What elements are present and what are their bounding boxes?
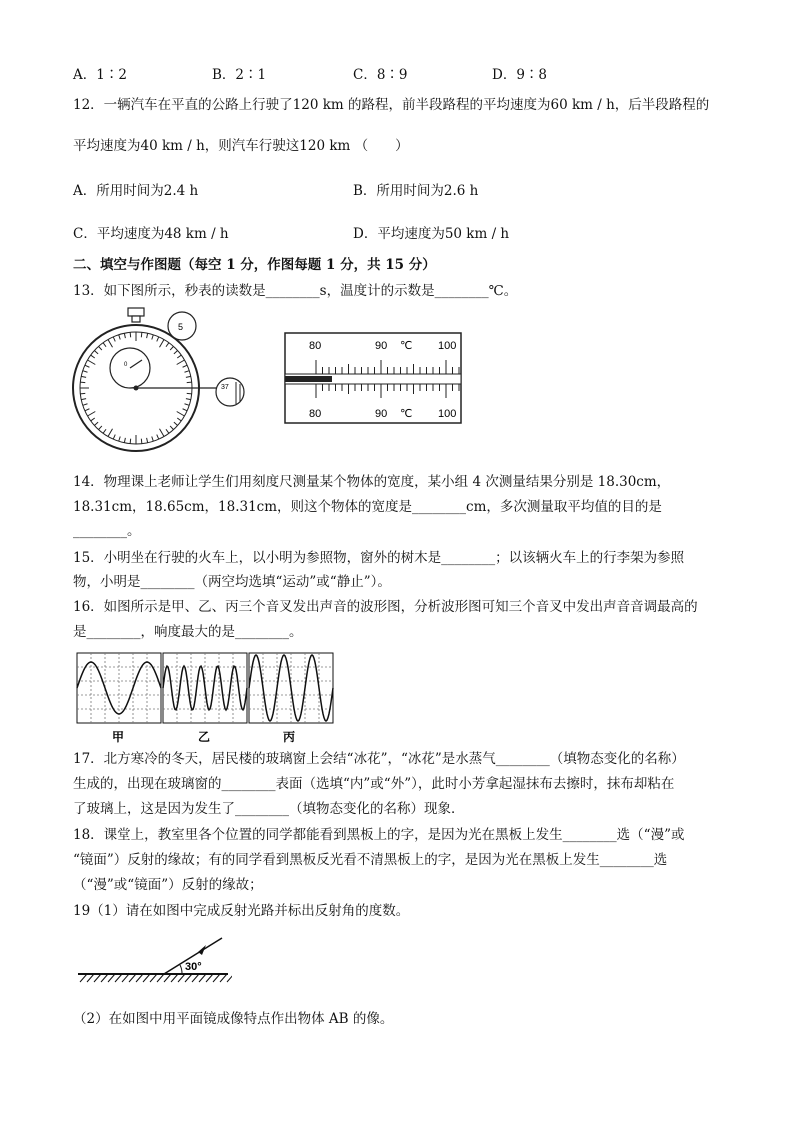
crown <box>128 308 144 316</box>
q11-option-d: D．9∶8 <box>492 67 548 83</box>
label-bing: 丙 <box>283 730 296 743</box>
q14-stem-line1: 14．物理课上老师让学生们用刻度尺测量某个物体的宽度，某小组 4 次测量结果分别是 18.30cm， <box>73 474 671 490</box>
top-label-90: 90 <box>375 340 388 352</box>
bottom-label-100: 100 <box>438 408 457 420</box>
q12-stem-line1: 12．一辆汽车在平直的公路上行驶了120 km 的路程，前半段路程的平均速度为60 km / h，后半段路程的 <box>73 97 710 113</box>
q19-part2: （2）在如图中用平面镜成像特点作出物体 AB 的像。 <box>73 1011 394 1027</box>
angle-label: 30° <box>185 961 202 973</box>
ray-arrowhead <box>198 945 206 955</box>
q11-option-c: C．8∶9 <box>353 67 408 83</box>
q17-stem-line3: 了玻璃上，这是因为发生了________（填物态变化的名称）现象． <box>73 801 465 817</box>
inner-dial-number: 0 <box>124 362 128 368</box>
q17-stem-line2: 生成的，出现在玻璃窗的________表面（选填“内”或“外”），此时小芳拿起湿抹布去擦时，抹布却粘在 <box>73 776 675 792</box>
bottom-label-90: 90 <box>375 408 388 420</box>
q12-option-c: C．平均速度为48 km / h <box>73 226 229 242</box>
q15-stem-line1: 15．小明坐在行驶的火车上，以小明为参照物，窗外的树木是________；以该辆火车上的行李架为参照 <box>73 550 685 566</box>
q11-option-a: A．1∶2 <box>73 67 127 83</box>
q13-stem: 13．如下图所示，秒表的读数是________s，温度计的示数是________℃。 <box>73 283 518 299</box>
q17-stem-line1: 17．北方寒冷的冬天，居民楼的玻璃窗上会结“冰花”，“冰花”是水蒸气________（填物态变化的名称） <box>73 751 685 767</box>
q18-stem-line2: “镜面”）反射的缘故；有的同学看到黑板反光看不清黑板上的字，是因为光在黑板上发生________选 <box>73 852 668 868</box>
label-yi: 乙 <box>198 730 211 743</box>
section-title: 二、填空与作图题（每空 1 分，作图每题 1 分，共 15 分） <box>73 257 436 273</box>
q18-stem-line3: （“漫”或“镜面”）反射的缘故； <box>73 877 263 893</box>
q16-stem-line2: 是________，响度最大的是________。 <box>73 624 303 640</box>
top-unit: ℃ <box>400 340 413 352</box>
thermometer-figure <box>284 332 462 424</box>
q12-option-d: D．平均速度为50 km / h <box>353 226 510 242</box>
q16-stem-line1: 16．如图所示是甲、乙、丙三个音叉发出声音的波形图，分析波形图可知三个音叉中发出声音音调最高的 <box>73 599 698 615</box>
q12-stem-line2: 平均速度为40 km / h，则汽车行驶这120 km （ ） <box>73 138 409 154</box>
stopwatch-figure <box>70 306 250 454</box>
magnified-dial-label: 5 <box>178 322 184 332</box>
q14-stem-line3: ________。 <box>73 523 141 539</box>
q14-stem-line2: 18.31cm，18.65cm，18.31cm，则这个物体的宽度是________cm，多次测量取平均值的目的是 <box>73 499 662 515</box>
label-jia: 甲 <box>112 730 125 743</box>
side-dial-label: 37 <box>221 384 229 391</box>
bottom-unit: ℃ <box>400 408 413 420</box>
top-label-100: 100 <box>438 340 457 352</box>
angle-arc <box>180 965 182 974</box>
q11-option-b: B．2∶1 <box>212 67 267 83</box>
mercury-column <box>285 376 332 382</box>
q18-stem-line1: 18．课堂上，教室里各个位置的同学都能看到黑板上的字，是因为光在黑板上发生________选（“漫”或 <box>73 827 685 843</box>
waveform-figure <box>76 651 336 743</box>
q15-stem-line2: 物，小明是________（两空均选填“运动”或“静止”）。 <box>73 574 391 590</box>
reflection-figure <box>72 930 232 988</box>
q12-option-b: B．所用时间为2.6 h <box>353 183 479 199</box>
bottom-label-80: 80 <box>309 408 322 420</box>
top-label-80: 80 <box>309 340 322 352</box>
q12-option-a: A．所用时间为2.4 h <box>73 183 199 199</box>
q19-part1: 19（1）请在如图中完成反射光路并标出反射角的度数。 <box>73 903 410 919</box>
